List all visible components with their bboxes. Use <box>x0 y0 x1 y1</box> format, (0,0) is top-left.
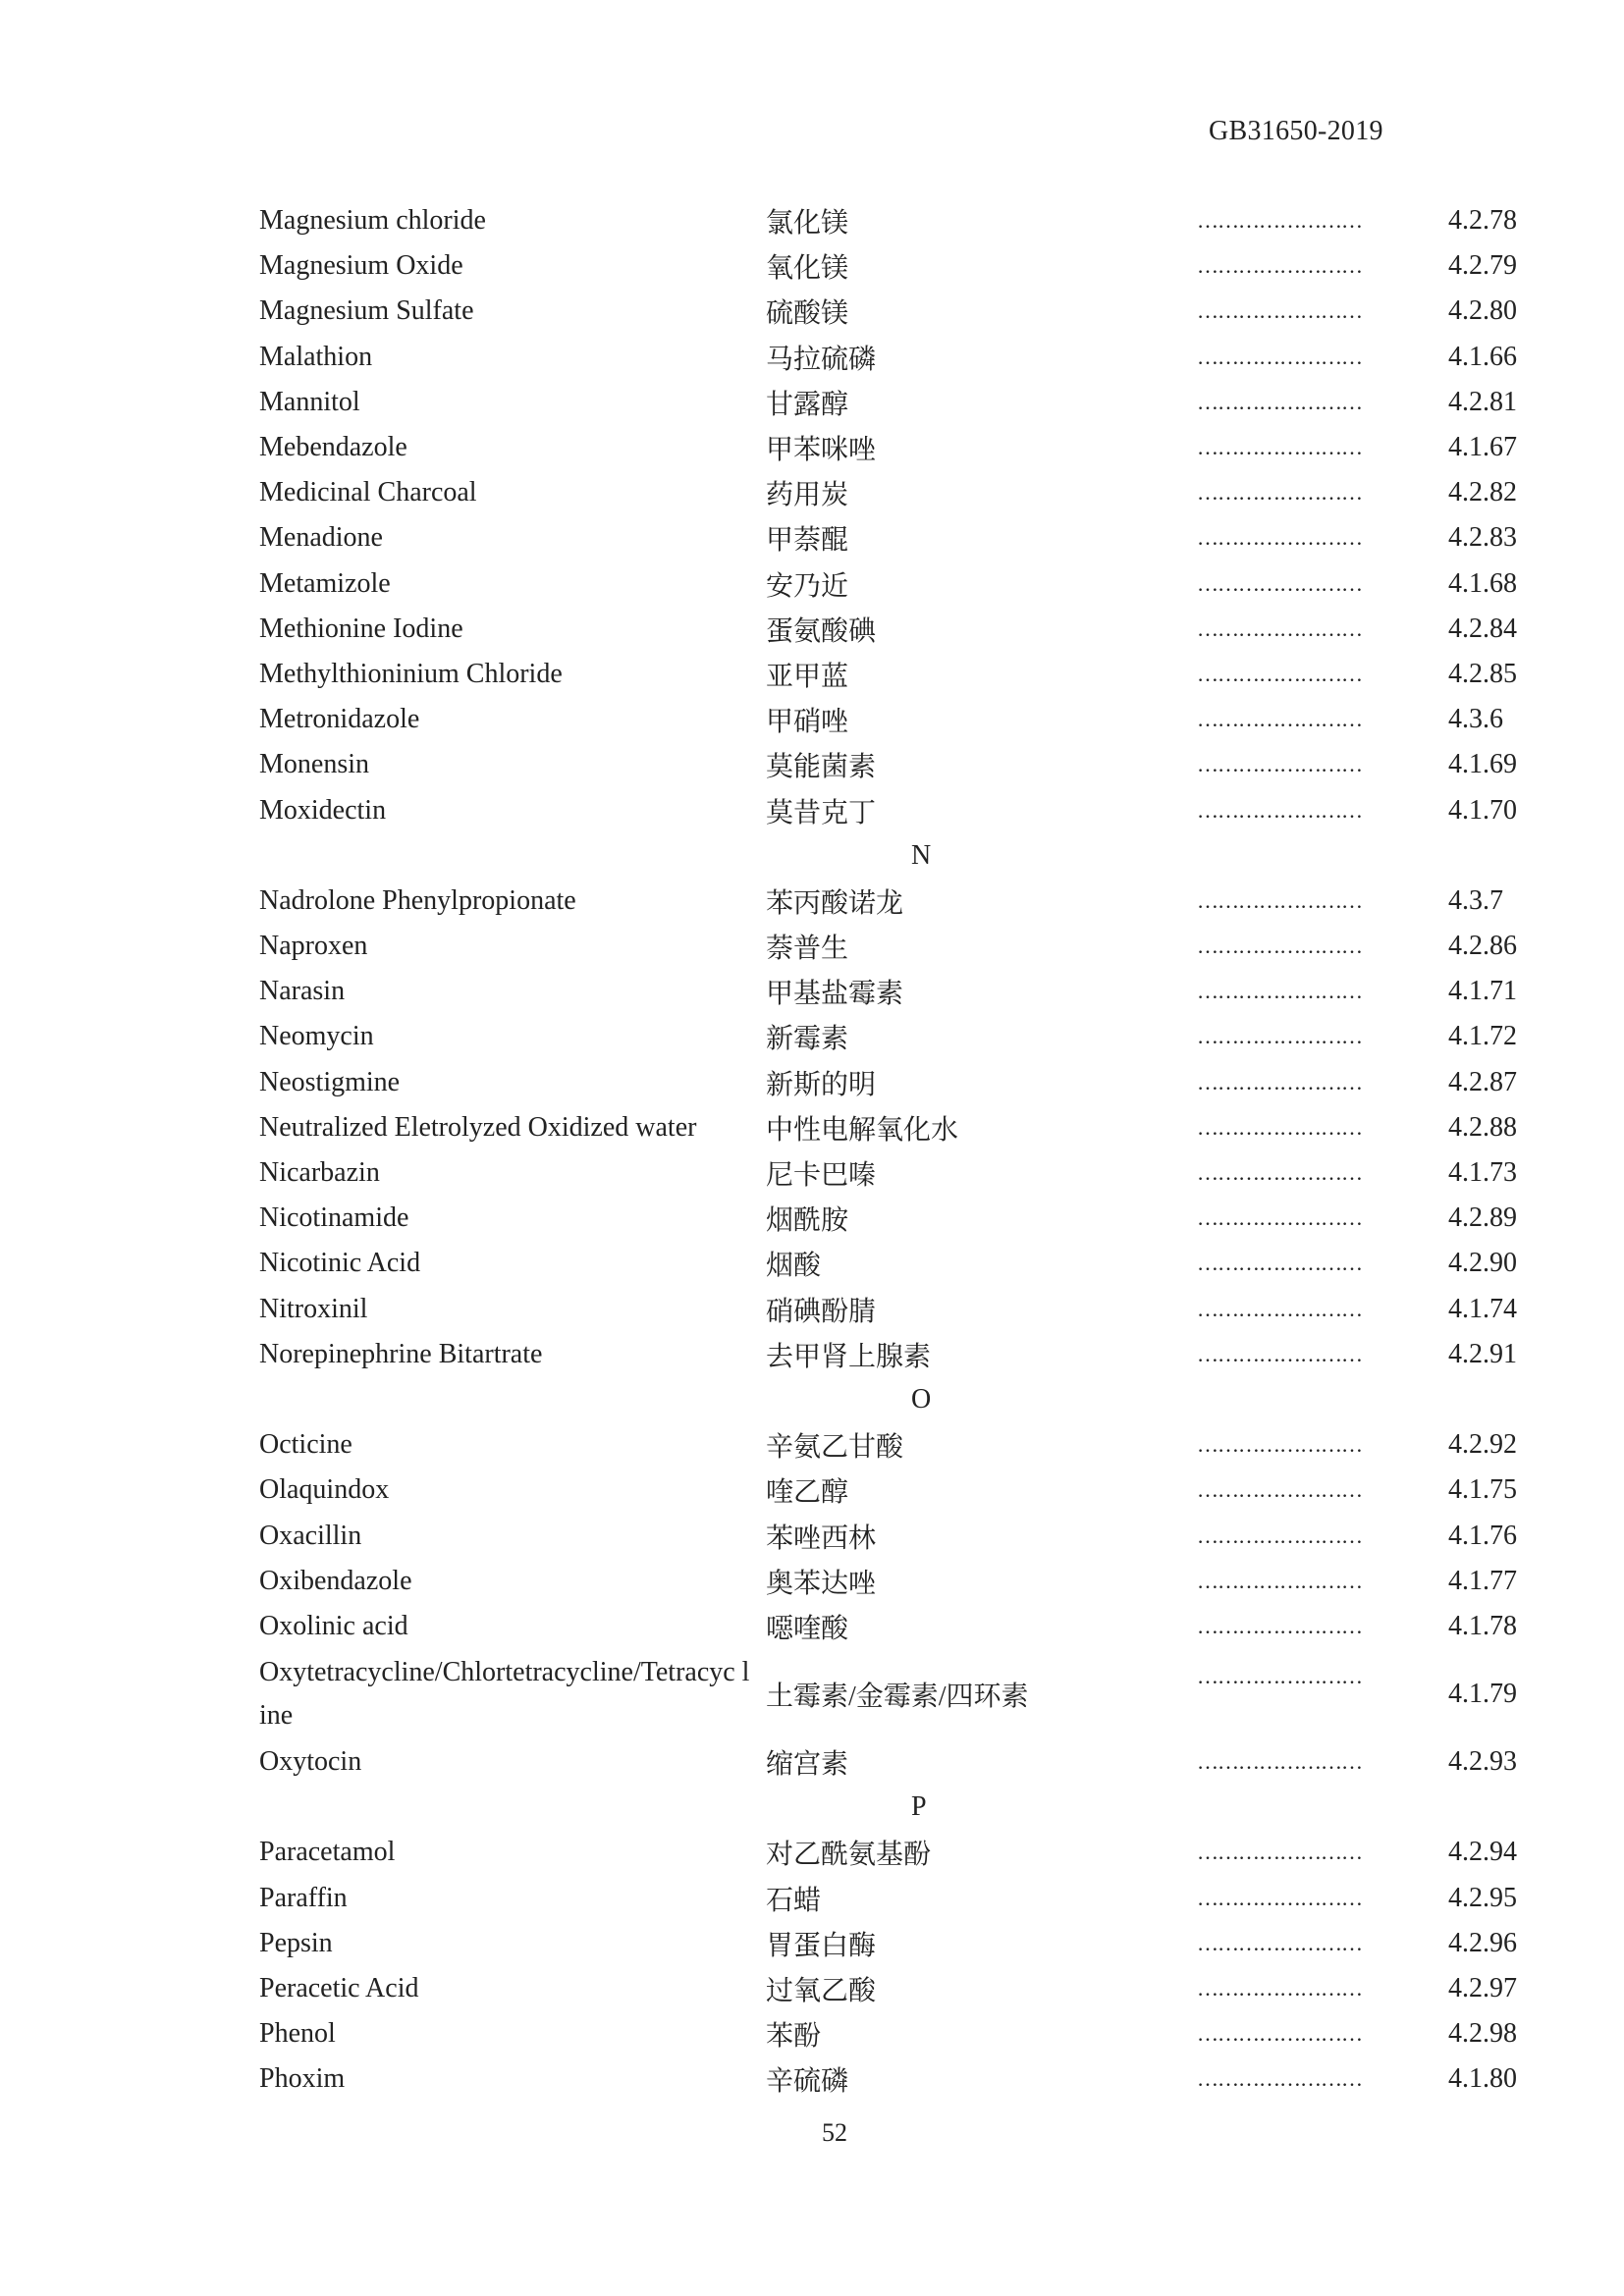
entry-leader-dots: …………………… <box>1197 1885 1362 1910</box>
entry-english-name: Menadione <box>259 522 383 554</box>
entry-chinese-name: 亚甲蓝 <box>766 661 849 692</box>
index-entry <box>259 1649 1536 1739</box>
entry-english-name: Naproxen <box>259 931 368 962</box>
entry-leader-dots: …………………… <box>1197 979 1362 1004</box>
entry-section-ref: 4.1.74 <box>1448 1293 1517 1324</box>
section-letter-label: N <box>911 839 932 871</box>
entry-chinese-name: 过氧乙酸 <box>766 1976 877 2007</box>
entry-leader-dots: …………………… <box>1197 1341 1362 1366</box>
entry-chinese-name: 中性电解氧化水 <box>766 1114 959 1146</box>
entry-section-ref: 4.2.88 <box>1448 1111 1517 1143</box>
entry-chinese-name: 甘露醇 <box>766 389 849 420</box>
entry-english-name: Narasin <box>259 976 346 1007</box>
index-entry <box>259 1604 1536 1649</box>
entry-section-ref: 4.2.95 <box>1448 1882 1517 1913</box>
entry-leader-dots: …………………… <box>1197 344 1362 369</box>
entry-chinese-name: 甲基盐霉素 <box>766 979 904 1010</box>
entry-section-ref: 4.1.75 <box>1448 1474 1517 1506</box>
index-entry <box>259 1196 1536 1241</box>
index-entry <box>259 1105 1536 1150</box>
entry-section-ref: 4.2.94 <box>1448 1837 1517 1868</box>
entry-chinese-name: 萘普生 <box>766 934 849 965</box>
entry-leader-dots: …………………… <box>1197 615 1362 641</box>
entry-leader-dots: …………………… <box>1197 2021 1362 2047</box>
entry-english-name: Medicinal Charcoal <box>259 477 477 508</box>
entry-chinese-name: 苯丙酸诺龙 <box>766 887 904 919</box>
index-entry <box>259 1060 1536 1105</box>
entry-leader-dots: …………………… <box>1197 1251 1362 1276</box>
entry-leader-dots: …………………… <box>1197 1160 1362 1186</box>
entry-chinese-name: 新斯的明 <box>766 1069 877 1100</box>
index-entry <box>259 515 1536 561</box>
index-entry <box>259 1332 1536 1377</box>
index-entry <box>259 289 1536 334</box>
entry-leader-dots: …………………… <box>1197 1296 1362 1321</box>
entry-section-ref: 4.1.72 <box>1448 1021 1517 1052</box>
entry-english-name: Malathion <box>259 341 373 372</box>
entry-leader-dots: …………………… <box>1197 752 1362 777</box>
entry-english-name: Olaquindox <box>259 1474 390 1506</box>
entry-english-name: Methylthioninium Chloride <box>259 658 563 689</box>
entry-leader-dots: …………………… <box>1197 1613 1362 1638</box>
entry-english-name: Mebendazole <box>259 432 407 463</box>
index-entry <box>259 1287 1536 1332</box>
entry-section-ref: 4.2.90 <box>1448 1248 1517 1279</box>
entry-section-ref: 4.1.68 <box>1448 567 1517 599</box>
entry-chinese-name: 药用炭 <box>766 480 849 511</box>
entry-english-name: Magnesium Sulfate <box>259 295 474 327</box>
index-entry <box>259 652 1536 697</box>
entry-leader-dots: …………………… <box>1197 1976 1362 2002</box>
entry-english-name: Oxytocin <box>259 1746 362 1778</box>
entry-english-name: Oxytetracycline/Chlortetracycline/Tetracyc line <box>259 1657 750 1731</box>
entry-english-name: Oxolinic acid <box>259 1610 408 1641</box>
entry-chinese-name: 奥苯达唑 <box>766 1568 877 1599</box>
entry-english-name: Nicotinic Acid <box>259 1248 421 1279</box>
index-entry <box>259 335 1536 380</box>
entry-leader-dots: …………………… <box>1197 570 1362 596</box>
entry-chinese-name: 噁喹酸 <box>766 1613 849 1644</box>
entry-chinese-name: 辛硫磷 <box>766 2066 849 2098</box>
entry-leader-dots: …………………… <box>1197 887 1362 913</box>
index-entry <box>259 1513 1536 1558</box>
section-letter-label: P <box>911 1791 927 1823</box>
entry-section-ref: 4.1.69 <box>1448 749 1517 780</box>
entry-english-name: Nitroxinil <box>259 1293 368 1324</box>
entry-english-name: Magnesium chloride <box>259 205 486 237</box>
entry-chinese-name: 甲硝唑 <box>766 707 849 738</box>
section-letter <box>259 1785 1536 1830</box>
entry-chinese-name: 甲萘醌 <box>766 525 849 557</box>
index-entry <box>259 697 1536 742</box>
index-entry <box>259 742 1536 787</box>
entry-leader-dots: …………………… <box>1197 525 1362 551</box>
index-entry <box>259 924 1536 969</box>
entry-english-name: Octicine <box>259 1429 352 1461</box>
entry-leader-dots: …………………… <box>1197 2066 1362 2092</box>
entry-leader-dots: …………………… <box>1197 1749 1362 1775</box>
index-entry <box>259 243 1536 289</box>
entry-chinese-name: 硫酸镁 <box>766 298 849 330</box>
entry-english-name: Metronidazole <box>259 704 420 735</box>
entry-english-name: Nadrolone Phenylpropionate <box>259 884 576 916</box>
entry-chinese-name: 新霉素 <box>766 1024 849 1055</box>
entry-english-name: Nicarbazin <box>259 1157 380 1189</box>
index-entry <box>259 425 1536 470</box>
index-entry <box>259 1739 1536 1785</box>
entry-section-ref: 4.2.89 <box>1448 1202 1517 1234</box>
entry-leader-dots: …………………… <box>1197 1114 1362 1140</box>
entry-section-ref: 4.1.78 <box>1448 1610 1517 1641</box>
entry-chinese-name: 蛋氨酸碘 <box>766 615 877 647</box>
entry-section-ref: 4.2.84 <box>1448 613 1517 644</box>
entry-section-ref: 4.2.86 <box>1448 931 1517 962</box>
entry-english-name: Monensin <box>259 749 369 780</box>
index-entry <box>259 1014 1536 1059</box>
index-entry <box>259 561 1536 607</box>
entry-section-ref: 4.2.81 <box>1448 386 1517 417</box>
index-entry <box>259 1876 1536 1921</box>
entry-english-name: Phoxim <box>259 2063 346 2095</box>
entry-chinese-name: 莫能菌素 <box>766 752 877 783</box>
index-entry <box>259 1241 1536 1286</box>
entry-english-name: Moxidectin <box>259 794 387 826</box>
entry-section-ref: 4.1.71 <box>1448 976 1517 1007</box>
index-entry <box>259 198 1536 243</box>
entry-english-name: Mannitol <box>259 386 360 417</box>
index-entry <box>259 607 1536 652</box>
entry-english-name: Oxibendazole <box>259 1565 412 1596</box>
entry-section-ref: 4.2.98 <box>1448 2018 1517 2050</box>
entry-chinese-name: 尼卡巴嗪 <box>766 1160 877 1192</box>
entry-section-ref: 4.3.6 <box>1448 704 1503 735</box>
entry-leader-dots: …………………… <box>1197 1522 1362 1548</box>
entry-chinese-name: 去甲肾上腺素 <box>766 1341 932 1372</box>
entry-leader-dots: …………………… <box>1197 1205 1362 1231</box>
index-entry <box>259 879 1536 924</box>
entry-chinese-name: 喹乙醇 <box>766 1477 849 1509</box>
entry-section-ref: 4.2.96 <box>1448 1927 1517 1958</box>
entry-section-ref: 4.2.91 <box>1448 1338 1517 1369</box>
entry-leader-dots: …………………… <box>1197 797 1362 823</box>
entry-section-ref: 4.2.78 <box>1448 205 1517 237</box>
entry-leader-dots: …………………… <box>1197 389 1362 414</box>
entry-section-ref: 4.2.85 <box>1448 658 1517 689</box>
entry-chinese-name: 苯酚 <box>766 2021 822 2053</box>
entry-section-ref: 4.2.82 <box>1448 477 1517 508</box>
entry-chinese-name: 缩宫素 <box>766 1749 849 1781</box>
entry-section-ref: 4.2.92 <box>1448 1429 1517 1461</box>
index-entry <box>259 787 1536 832</box>
entry-chinese-name: 土霉素/金霉素/四环素 <box>766 1682 1029 1712</box>
entry-english-name: Paraffin <box>259 1882 348 1913</box>
entry-leader-dots: …………………… <box>1197 435 1362 460</box>
index-entry <box>259 1830 1536 1875</box>
entry-leader-dots: …………………… <box>1197 298 1362 324</box>
entry-chinese-name: 苯唑西林 <box>766 1522 877 1554</box>
entry-chinese-name: 氯化镁 <box>766 208 849 240</box>
entry-english-name: Neostigmine <box>259 1066 401 1097</box>
entry-section-ref: 4.1.66 <box>1448 341 1517 372</box>
entry-english-name: Paracetamol <box>259 1837 396 1868</box>
entry-chinese-name: 氧化镁 <box>766 253 849 285</box>
entry-leader-dots: …………………… <box>1197 707 1362 732</box>
entry-leader-dots: …………………… <box>1197 934 1362 959</box>
entry-english-name: Neomycin <box>259 1021 374 1052</box>
entry-section-ref: 4.2.80 <box>1448 295 1517 327</box>
index-entry <box>259 470 1536 515</box>
document-code: GB31650-2019 <box>1209 116 1383 146</box>
index-entry <box>259 2056 1536 2102</box>
entry-section-ref: 4.1.79 <box>1448 1679 1517 1709</box>
entry-english-name: Magnesium Oxide <box>259 250 463 282</box>
entry-leader-dots: …………………… <box>1197 1069 1362 1095</box>
index-entry <box>259 969 1536 1014</box>
entry-english-name: Metamizole <box>259 567 391 599</box>
entry-section-ref: 4.1.80 <box>1448 2063 1517 2095</box>
index-entry <box>259 1150 1536 1196</box>
entry-section-ref: 4.1.73 <box>1448 1157 1517 1189</box>
entry-chinese-name: 安乃近 <box>766 570 849 602</box>
entry-leader-dots: …………………… <box>1197 480 1362 506</box>
entry-chinese-name: 烟酰胺 <box>766 1205 849 1237</box>
entry-chinese-name: 辛氨乙甘酸 <box>766 1432 904 1464</box>
entry-chinese-name: 石蜡 <box>766 1885 822 1916</box>
entry-section-ref: 4.2.97 <box>1448 1973 1517 2004</box>
section-letter <box>259 1377 1536 1422</box>
index-list <box>259 198 1536 2103</box>
index-entry <box>259 1559 1536 1604</box>
section-letter <box>259 833 1536 879</box>
entry-chinese-name: 马拉硫磷 <box>766 344 877 375</box>
entry-english-name: Oxacillin <box>259 1520 362 1551</box>
section-letter-label: O <box>911 1383 932 1415</box>
index-entry <box>259 2011 1536 2056</box>
entry-english-name: Neutralized Eletrolyzed Oxidized water <box>259 1111 697 1143</box>
entry-english-name: Methionine Iodine <box>259 613 463 644</box>
entry-leader-dots: …………………… <box>1197 208 1362 234</box>
entry-english-name: Nicotinamide <box>259 1202 409 1234</box>
entry-leader-dots: …………………… <box>1197 1568 1362 1593</box>
index-entry <box>259 380 1536 425</box>
entry-chinese-name: 莫昔克丁 <box>766 797 877 828</box>
page-number: 52 <box>822 2118 847 2147</box>
index-entry <box>259 1468 1536 1513</box>
entry-leader-dots: …………………… <box>1197 253 1362 279</box>
entry-section-ref: 4.1.67 <box>1448 432 1517 463</box>
entry-section-ref: 4.1.77 <box>1448 1565 1517 1596</box>
index-entry <box>259 1921 1536 1966</box>
entry-section-ref: 4.2.87 <box>1448 1066 1517 1097</box>
entry-leader-dots: …………………… <box>1197 661 1362 686</box>
entry-leader-dots: …………………… <box>1197 1024 1362 1049</box>
entry-english-name: Peracetic Acid <box>259 1973 419 2004</box>
entry-english-name: Phenol <box>259 2018 336 2050</box>
entry-leader-dots: …………………… <box>1197 1663 1362 1688</box>
entry-chinese-name: 烟酸 <box>766 1251 822 1282</box>
entry-leader-dots: …………………… <box>1197 1477 1362 1503</box>
entry-leader-dots: …………………… <box>1197 1840 1362 1865</box>
entry-section-ref: 4.3.7 <box>1448 884 1503 916</box>
index-entry <box>259 1966 1536 2011</box>
entry-section-ref: 4.2.93 <box>1448 1746 1517 1778</box>
entry-section-ref: 4.1.76 <box>1448 1520 1517 1551</box>
entry-chinese-name: 胃蛋白酶 <box>766 1930 877 1961</box>
entry-english-name: Pepsin <box>259 1927 333 1958</box>
index-entry <box>259 1422 1536 1468</box>
entry-leader-dots: …………………… <box>1197 1930 1362 1955</box>
entry-chinese-name: 对乙酰氨基酚 <box>766 1840 932 1871</box>
entry-chinese-name: 硝碘酚腈 <box>766 1296 877 1327</box>
entry-leader-dots: …………………… <box>1197 1432 1362 1458</box>
entry-section-ref: 4.2.79 <box>1448 250 1517 282</box>
entry-section-ref: 4.1.70 <box>1448 794 1517 826</box>
entry-chinese-name: 甲苯咪唑 <box>766 435 877 466</box>
entry-english-name: Norepinephrine Bitartrate <box>259 1338 543 1369</box>
entry-section-ref: 4.2.83 <box>1448 522 1517 554</box>
